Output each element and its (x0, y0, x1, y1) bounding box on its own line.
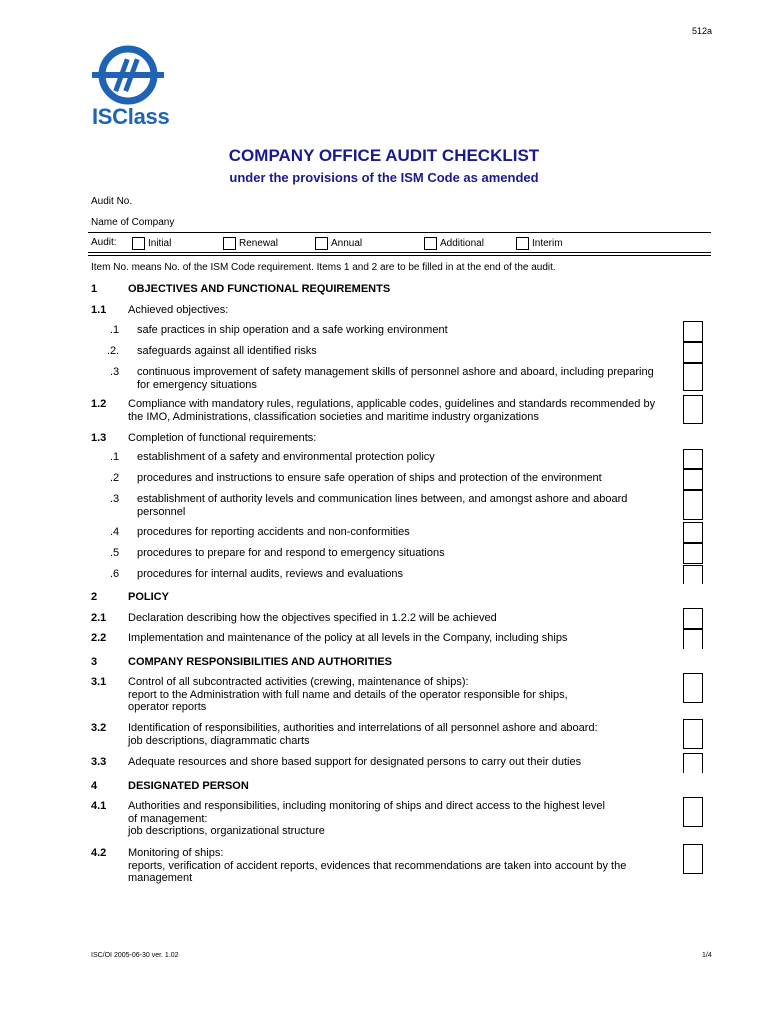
row-number: 2.2 (91, 632, 107, 644)
row-number: 4 (91, 780, 98, 792)
row-number: .3 (110, 366, 120, 378)
check-box[interactable] (683, 321, 703, 342)
row-text: continuous improvement of safety management skills of personnel ashore and aboard, including preparing for emergency situations (137, 366, 654, 391)
row-number: 1.2 (91, 398, 107, 410)
row-text: procedures for reporting accidents and non-conformities (137, 526, 410, 538)
row-number: .1 (110, 324, 120, 336)
check-box[interactable] (683, 449, 703, 469)
initial-label: Initial (148, 238, 172, 249)
row-number: 2 (91, 591, 98, 603)
row-text: Declaration describing how the objectives specified in 1.2.2 will be achieved (128, 612, 497, 624)
check-box[interactable] (683, 490, 703, 520)
row-text: Completion of functional requirements: (128, 432, 317, 444)
check-box[interactable] (683, 543, 703, 564)
divider-line (88, 255, 711, 256)
annual-checkbox[interactable] (315, 237, 328, 250)
section-heading: OBJECTIVES AND FUNCTIONAL REQUIREMENTS (128, 283, 391, 295)
row-number: .3 (110, 493, 120, 505)
check-box[interactable] (683, 753, 703, 773)
row-number: 3.2 (91, 722, 107, 734)
row-text: safe practices in ship operation and a safe working environment (137, 324, 448, 336)
row-number: 3.3 (91, 756, 107, 768)
item-note: Item No. means No. of the ISM Code requirement. Items 1 and 2 are to be filled in at the end of the audit. (91, 262, 556, 273)
check-box[interactable] (683, 469, 703, 490)
row-number: 1.1 (91, 304, 107, 316)
check-box[interactable] (683, 395, 703, 424)
row-number: .1 (110, 451, 120, 463)
row-number: 1.3 (91, 432, 107, 444)
row-text: Compliance with mandatory rules, regulations, applicable codes, guidelines and standards recommended by the IMO, Administrations, classification societies and maritime industry organizations (128, 398, 656, 423)
check-box[interactable] (683, 363, 703, 391)
audit-type-label: Audit: (91, 237, 117, 248)
section-heading: COMPANY RESPONSIBILITIES AND AUTHORITIES (128, 656, 393, 668)
check-box[interactable] (683, 673, 703, 703)
section-heading: POLICY (128, 591, 169, 603)
annual-label: Annual (331, 238, 363, 249)
row-text: Adequate resources and shore based support for designated persons to carry out their duties (128, 756, 582, 768)
row-number: .6 (110, 568, 120, 580)
check-box[interactable] (683, 522, 703, 543)
row-text: procedures and instructions to ensure safe operation of ships and protection of the environment (137, 472, 602, 484)
row-text: Identification of responsibilities, authorities and interrelations of all personnel ashore and aboard: job descriptions, diagrammatic charts (128, 722, 598, 747)
check-box[interactable] (683, 608, 703, 629)
row-text: procedures for internal audits, reviews and evaluations (137, 568, 403, 580)
check-box[interactable] (683, 719, 703, 749)
row-text: Implementation and maintenance of the policy at all levels in the Company, including ships (128, 632, 568, 644)
initial-checkbox[interactable] (132, 237, 145, 250)
form-code: 512a (691, 26, 712, 36)
row-number: 3.1 (91, 676, 107, 688)
row-number: 1 (91, 283, 98, 295)
logo-text: ISClass (92, 104, 170, 129)
row-number: .4 (110, 526, 120, 538)
audit-no-label: Audit No. (91, 196, 133, 207)
row-text: Authorities and responsibilities, including monitoring of ships and direct access to the highest level of management: job descriptions, organizational structure (128, 800, 605, 837)
renewal-checkbox[interactable] (223, 237, 236, 250)
row-number: .2. (107, 345, 120, 357)
page-number: 1/4 (702, 952, 712, 959)
check-box[interactable] (683, 565, 703, 584)
row-number: 4.1 (91, 800, 107, 812)
company-name-label: Name of Company (91, 217, 175, 228)
row-text: establishment of authority levels and communication lines between, and amongst ashore and aboard personnel (137, 493, 628, 518)
row-text: establishment of a safety and environmental protection policy (137, 451, 435, 463)
divider-line (88, 232, 711, 233)
row-number: 2.1 (91, 612, 107, 624)
row-number: 3 (91, 656, 98, 668)
row-number: .2 (110, 472, 120, 484)
document-title: COMPANY OFFICE AUDIT CHECKLIST (228, 146, 540, 165)
check-box[interactable] (683, 629, 703, 649)
section-heading: DESIGNATED PERSON (128, 780, 249, 792)
row-number: .5 (110, 547, 120, 559)
row-text: Monitoring of ships: reports, verification of accident reports, evidences that recommendations are taken into account by the management (128, 847, 627, 884)
check-box[interactable] (683, 797, 703, 827)
row-number: 4.2 (91, 847, 107, 859)
divider-line (88, 252, 711, 253)
row-text: Control of all subcontracted activities (crewing, maintenance of ships): report to the Administration with full name and details of the operator responsible for ships, operator reports (128, 676, 568, 713)
check-box[interactable] (683, 342, 703, 363)
check-box[interactable] (683, 844, 703, 874)
renewal-label: Renewal (239, 238, 278, 249)
row-text: Achieved objectives: (128, 304, 229, 316)
footer-version: ISC/OI 2005-06-30 ver. 1.02 (91, 952, 179, 959)
additional-label: Additional (440, 238, 484, 249)
row-text: procedures to prepare for and respond to emergency situations (137, 547, 445, 559)
additional-checkbox[interactable] (424, 237, 437, 250)
row-text: safeguards against all identified risks (137, 345, 317, 357)
document-subtitle: under the provisions of the ISM Code as amended (229, 170, 539, 185)
interim-checkbox[interactable] (516, 237, 529, 250)
interim-label: Interim (532, 238, 563, 249)
